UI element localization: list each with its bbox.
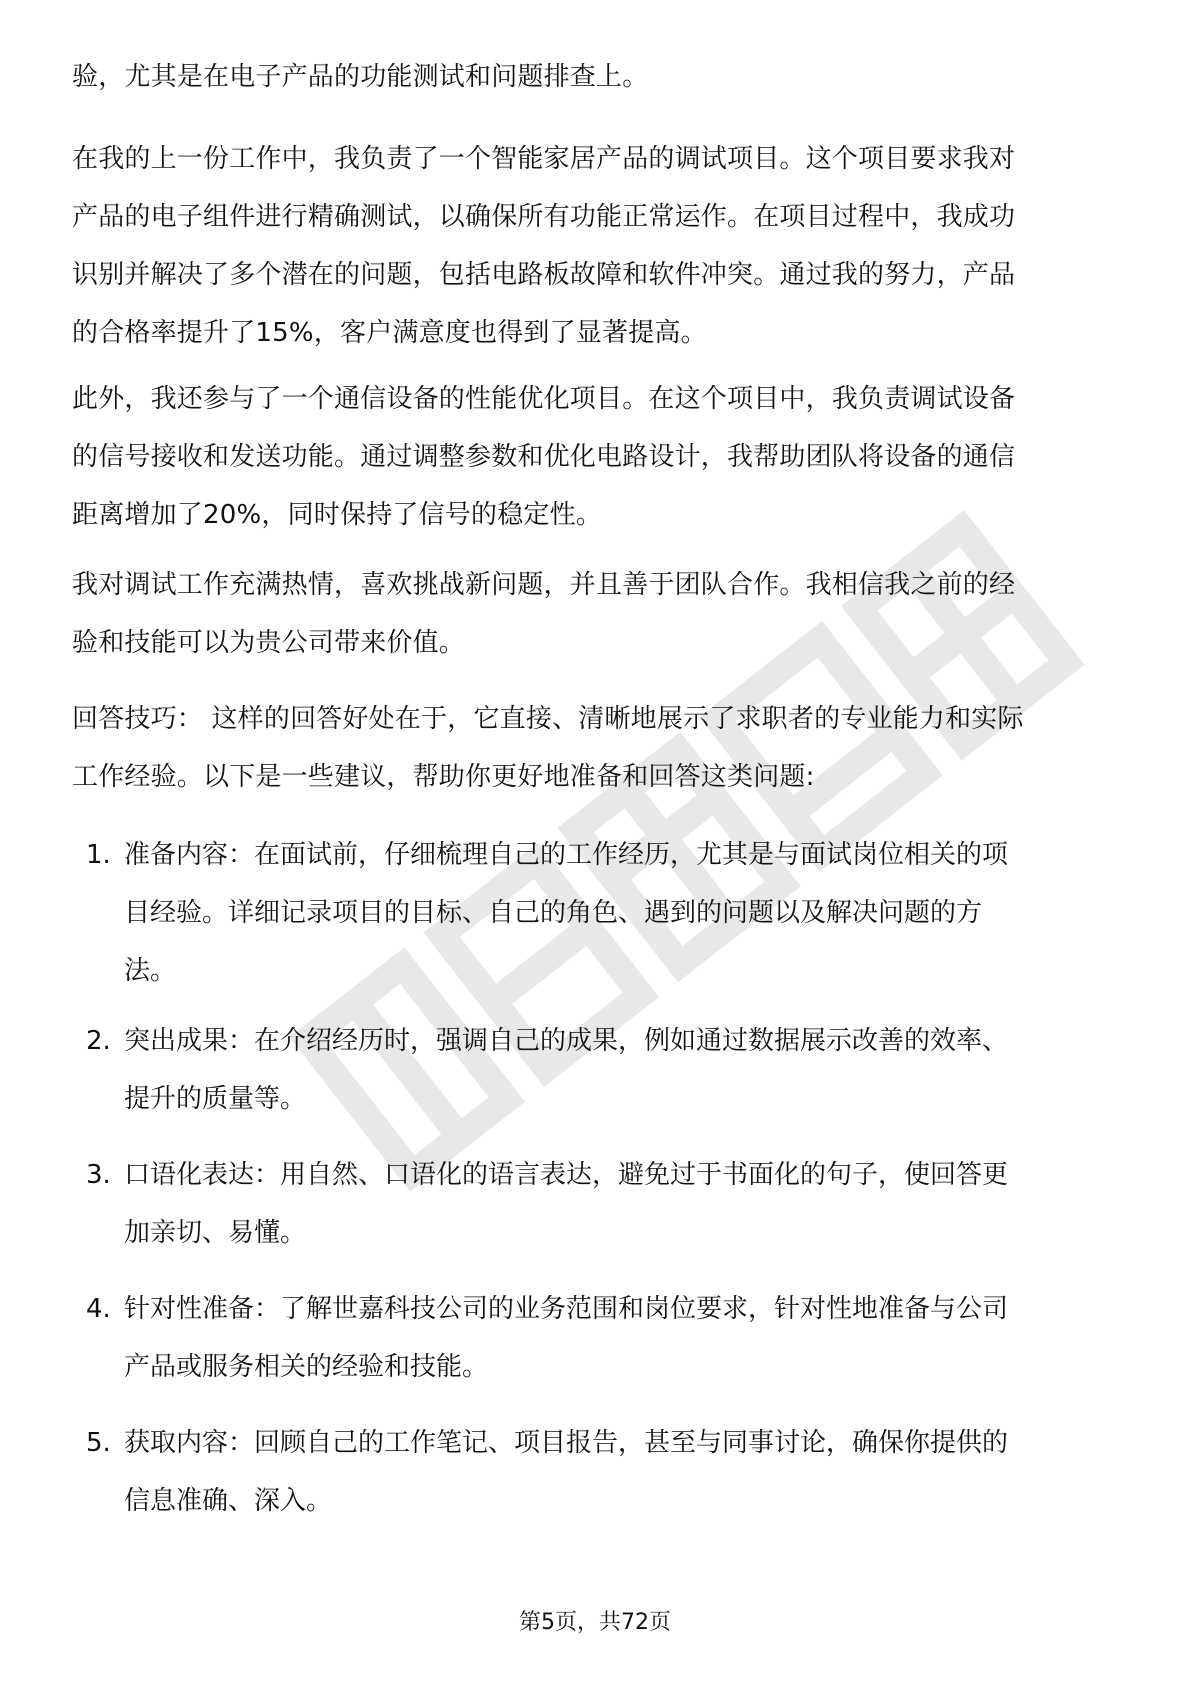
list-item-body <box>124 1012 1132 1128</box>
text-line: 的合格率提升了15%，客户满意度也得到了显著提高。 <box>72 318 707 348</box>
list-number: 2. <box>86 1026 111 1056</box>
text-line: 加亲切、易懂。 <box>124 1218 307 1248</box>
list-item-body <box>124 1146 1132 1262</box>
text-line: 此外，我还参与了一个通信设备的性能优化项目。在这个项目中，我负责调试设备 <box>72 384 1016 414</box>
list-item-body <box>124 1414 1132 1530</box>
text-line: 准备内容：在面试前，仔细梳理自己的工作经历，尤其是与面试岗位相关的项 <box>124 840 1009 870</box>
text-line: 产品的电子组件进行精确测试，以确保所有功能正常运作。在项目过程中，我成功 <box>72 202 1016 232</box>
paragraph-answer-tips <box>72 690 1132 806</box>
list-item-body <box>124 826 1132 1000</box>
paragraph-intro-tail <box>72 48 1132 106</box>
text-line: 距离增加了20%，同时保持了信号的稳定性。 <box>72 500 602 530</box>
paragraph-communication-project <box>72 370 1132 544</box>
text-line: 验，尤其是在电子产品的功能测试和问题排查上。 <box>72 62 649 92</box>
page-number: 第5页，共72页 <box>519 1610 671 1635</box>
text-line: 我对调试工作充满热情，喜欢挑战新问题，并且善于团队合作。我相信我之前的经 <box>72 570 1016 600</box>
text-line: 回答技巧： 这样的回答好处在于，它直接、清晰地展示了求职者的专业能力和实际 <box>72 704 1024 734</box>
text-line: 信息准确、深入。 <box>124 1486 333 1516</box>
text-line: 法。 <box>124 956 177 986</box>
text-line: 目经验。详细记录项目的目标、自己的角色、遇到的问题以及解决问题的方 <box>124 898 983 928</box>
text-line: 口语化表达：用自然、口语化的语言表达，避免过于书面化的句子，使回答更 <box>124 1160 1009 1190</box>
text-line: 验和技能可以为贵公司带来价值。 <box>72 628 466 658</box>
list-number: 5. <box>86 1428 111 1458</box>
paragraph-passion <box>72 556 1132 672</box>
list-item-body <box>124 1280 1132 1396</box>
text-line: 工作经验。以下是一些建议，帮助你更好地准备和回答这类问题: <box>72 762 815 792</box>
text-line: 识别并解决了多个潜在的问题，包括电路板故障和软件冲突。通过我的努力，产品 <box>72 260 1016 290</box>
text-line: 在我的上一份工作中，我负责了一个智能家居产品的调试项目。这个项目要求我对 <box>72 144 1016 174</box>
text-line: 突出成果：在介绍经历时，强调自己的成果，例如通过数据展示改善的效率、 <box>124 1026 1009 1056</box>
list-number: 3. <box>86 1160 111 1190</box>
text-line: 产品或服务相关的经验和技能。 <box>124 1352 489 1382</box>
paragraph-smart-home-project <box>72 130 1132 362</box>
list-number: 1. <box>86 840 111 870</box>
text-line: 的信号接收和发送功能。通过调整参数和优化电路设计，我帮助团队将设备的通信 <box>72 442 1016 472</box>
text-line: 提升的质量等。 <box>124 1084 307 1114</box>
text-line: 获取内容：回顾自己的工作笔记、项目报告，甚至与同事讨论，确保你提供的 <box>124 1428 1009 1458</box>
text-line: 针对性准备：了解世嘉科技公司的业务范围和岗位要求，针对性地准备与公司 <box>124 1294 1009 1324</box>
list-number: 4. <box>86 1294 111 1324</box>
